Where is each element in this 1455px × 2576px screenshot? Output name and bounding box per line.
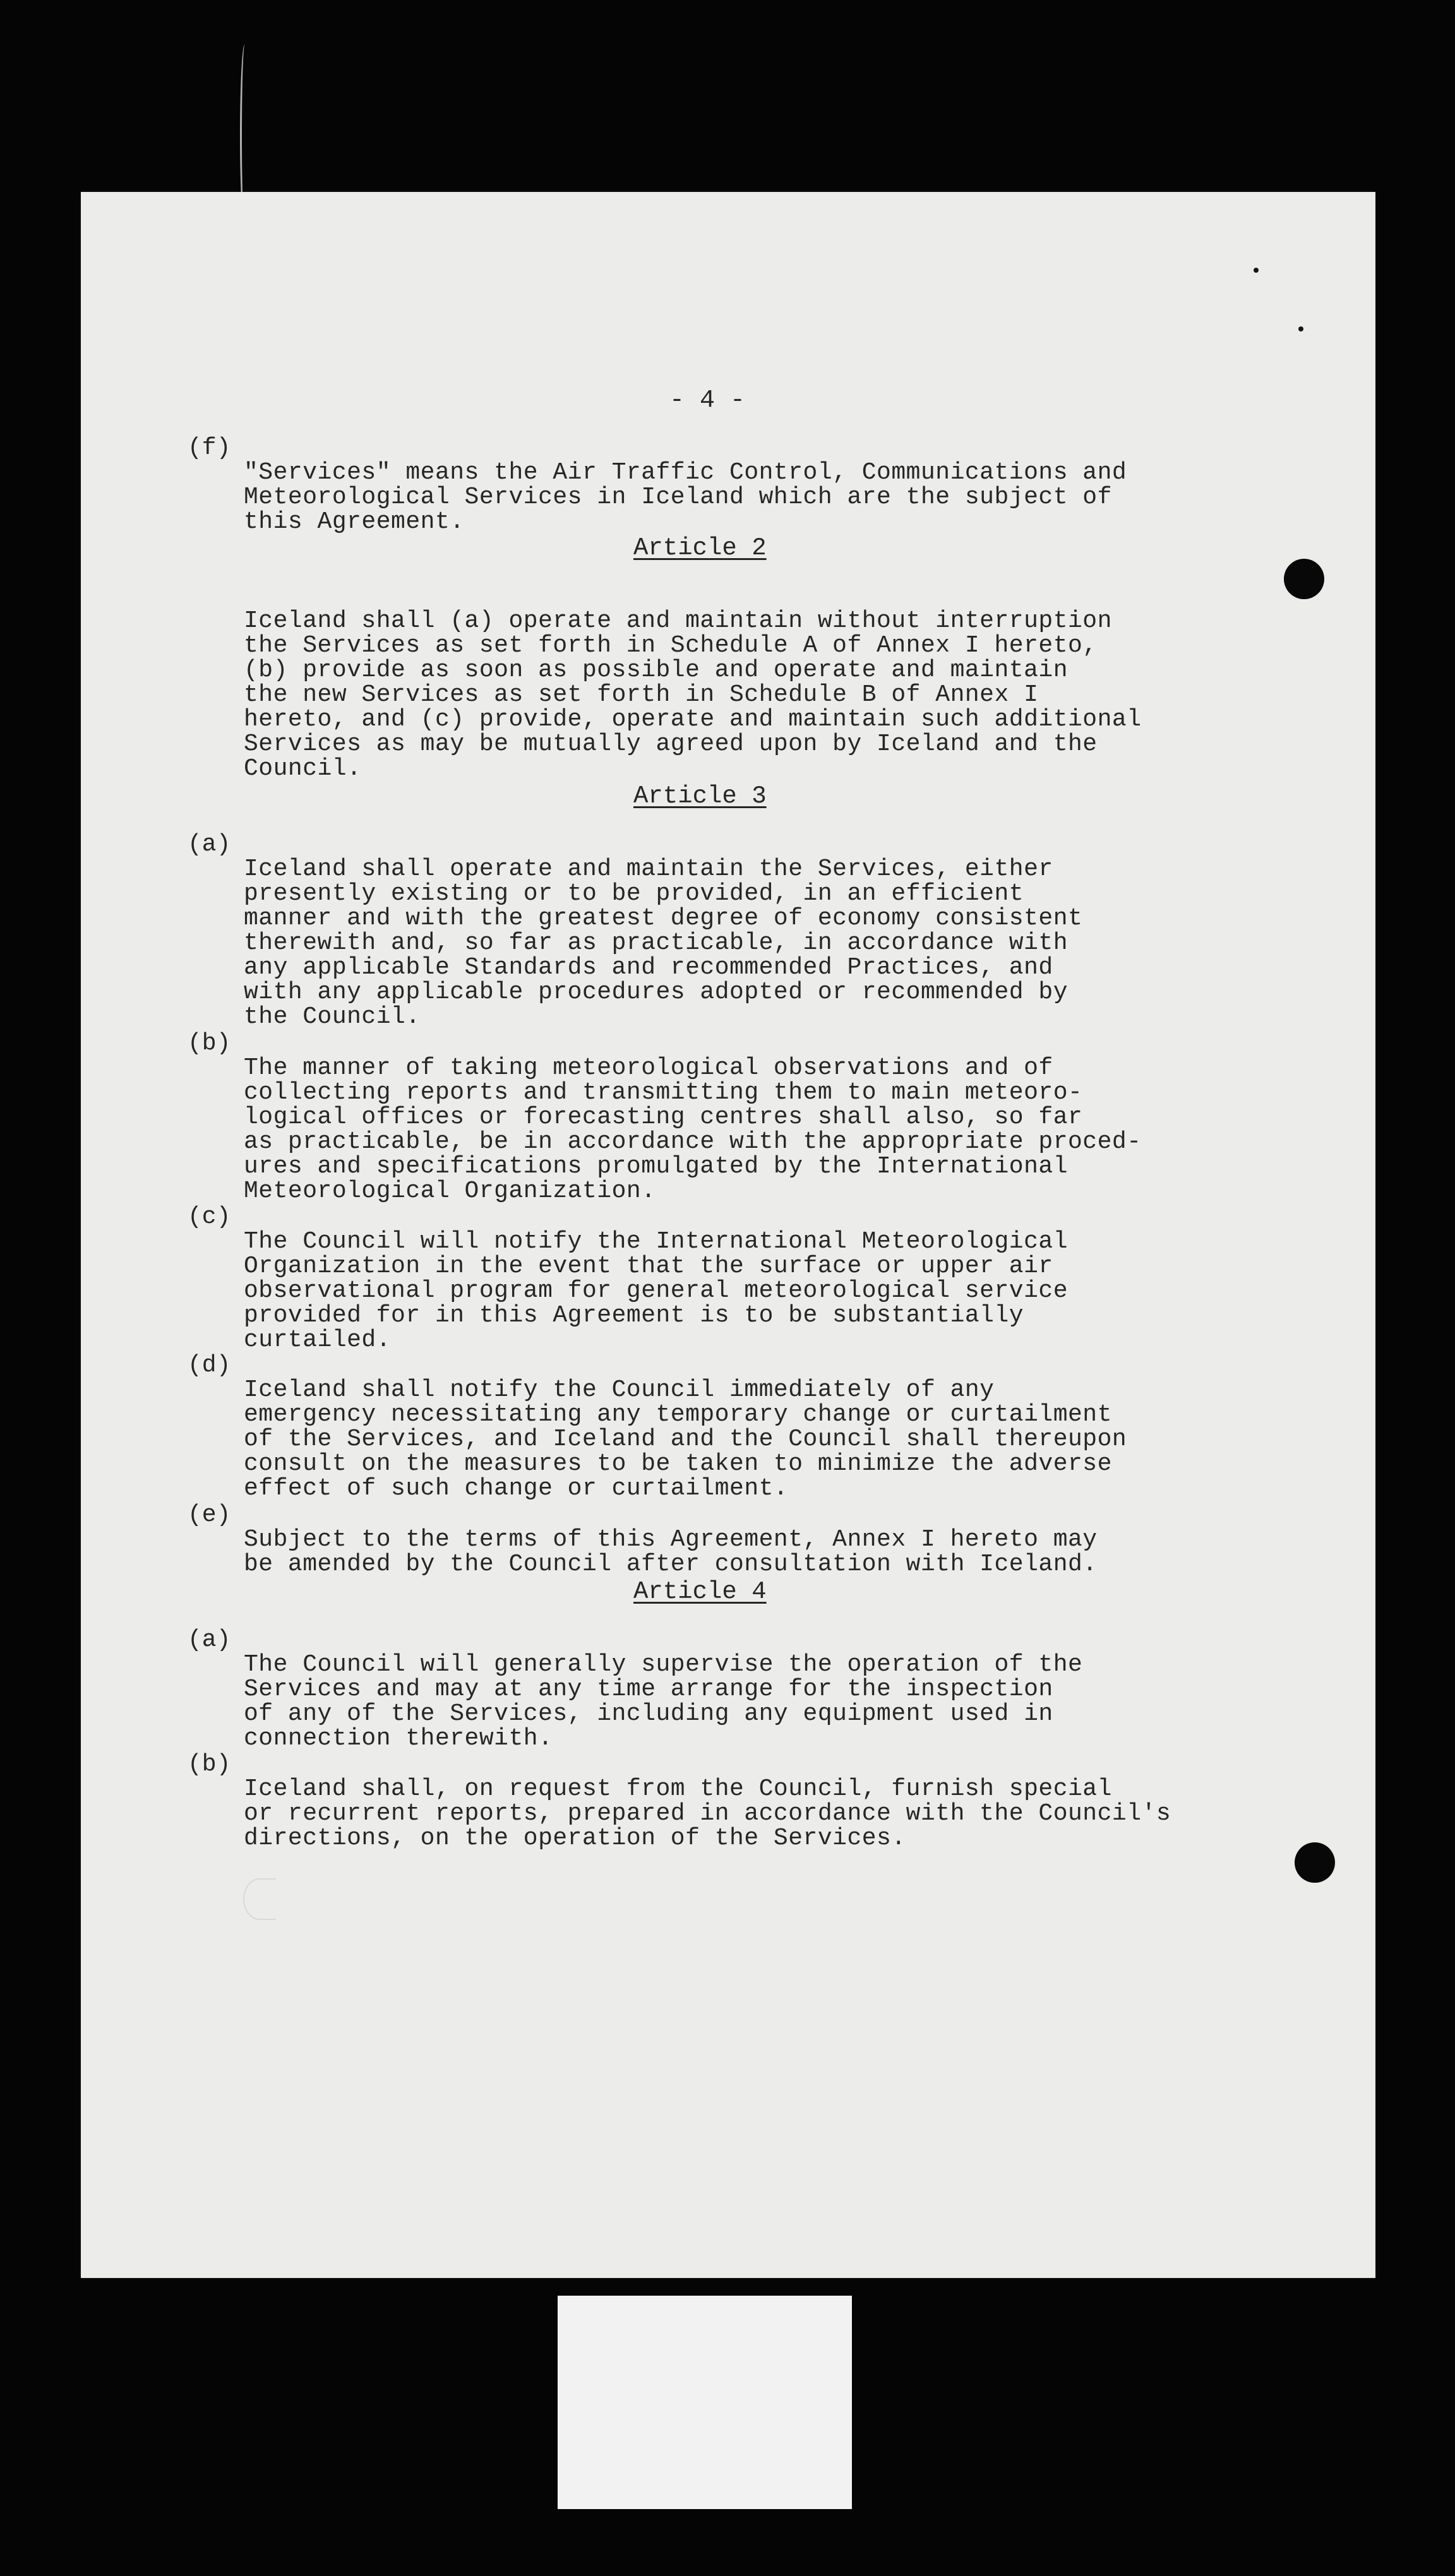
page-number: - 4 - [669, 386, 746, 415]
text-line: or recurrent reports, prepared in accordance with the Council's [244, 1800, 1171, 1827]
text-line: The Council will notify the International Meteorological [244, 1228, 1069, 1255]
text-line: provided for in this Agreement is to be substantially [244, 1302, 1024, 1329]
article-3c-paragraph [244, 1205, 1068, 1377]
text-line: emergency necessitating any temporary change or curtailment [244, 1401, 1112, 1428]
article-2-paragraph [244, 584, 1142, 806]
text-line: this Agreement. [244, 508, 465, 535]
item-marker: (c) [188, 1203, 231, 1231]
text-line: Services and may at any time arrange for the inspection [244, 1676, 1053, 1703]
text-line: Iceland shall, on request from the Council, furnish special [244, 1775, 1112, 1803]
speck-2 [1298, 326, 1303, 331]
text-line: hereto, and (c) provide, operate and maintain such additional [244, 706, 1142, 733]
punch-hole-top [1284, 559, 1324, 599]
article-4-heading: Article 4 [633, 1578, 767, 1606]
item-marker: (f) [188, 434, 231, 462]
item-marker: (a) [188, 1626, 231, 1654]
text-line: as practicable, be in accordance with the appropriate proced- [244, 1128, 1142, 1155]
article-3b-paragraph [244, 1031, 1142, 1228]
text-line: collecting reports and transmitting them to main meteoro- [244, 1079, 1083, 1106]
pencil-mark [243, 1878, 276, 1920]
text-line: directions, on the operation of the Services. [244, 1825, 906, 1852]
text-line: The Council will generally supervise the operation of the [244, 1651, 1083, 1678]
white-slip [558, 2296, 852, 2509]
article-3a-paragraph [244, 832, 1082, 1054]
text-line: be amended by the Council after consultation with Iceland. [244, 1551, 1098, 1578]
text-line: of any of the Services, including any equipment used in [244, 1700, 1053, 1727]
punch-hole-bottom [1295, 1842, 1335, 1883]
text-line: of the Services, and Iceland and the Council shall thereupon [244, 1426, 1127, 1453]
item-marker: (b) [188, 1030, 231, 1057]
text-line: with any applicable procedures adopted or recommended by [244, 979, 1069, 1006]
item-marker: (e) [188, 1501, 231, 1529]
text-line: any applicable Standards and recommended Practices, and [244, 954, 1053, 981]
text-line: Iceland shall operate and maintain the Services, either [244, 856, 1053, 883]
item-marker: (d) [188, 1352, 231, 1379]
text-line: the Council. [244, 1003, 421, 1030]
text-line: Iceland shall notify the Council immediately of any [244, 1376, 995, 1404]
text-line: therewith and, so far as practicable, in accordance with [244, 929, 1069, 957]
article-3d-paragraph [244, 1353, 1127, 1525]
text-line: Subject to the terms of this Agreement, Annex I hereto may [244, 1526, 1098, 1553]
text-line: curtailed. [244, 1327, 392, 1354]
text-line: the new Services as set forth in Schedule B of Annex I [244, 681, 1039, 708]
text-line: effect of such change or curtailment. [244, 1475, 789, 1502]
item-marker: (b) [188, 1751, 231, 1778]
text-line: Meteorological Services in Iceland which are the subject of [244, 484, 1112, 511]
article-4b-paragraph [244, 1752, 1171, 1875]
text-line: presently existing or to be provided, in an efficient [244, 880, 1024, 907]
text-line: Organization in the event that the surface or upper air [244, 1253, 1053, 1280]
item-marker: (a) [188, 831, 231, 858]
text-line: Council. [244, 755, 362, 782]
text-line: (b) provide as soon as possible and operate and maintain [244, 657, 1069, 684]
text-line: Services as may be mutually agreed upon by Iceland and the [244, 730, 1098, 758]
article-3-heading: Article 3 [633, 782, 767, 810]
text-line: ures and specifications promulgated by the International [244, 1153, 1069, 1180]
text-line: observational program for general meteorological service [244, 1277, 1069, 1304]
text-line: connection therewith. [244, 1725, 553, 1752]
text-line: Meteorological Organization. [244, 1178, 656, 1205]
text-line: the Services as set forth in Schedule A of Annex I hereto, [244, 632, 1098, 659]
text-line: The manner of taking meteorological observations and of [244, 1054, 1053, 1082]
text-line: manner and with the greatest degree of economy consistent [244, 905, 1083, 932]
text-line: "Services" means the Air Traffic Control, Communications and [244, 459, 1127, 486]
article-2-heading: Article 2 [633, 534, 767, 562]
text-line: logical offices or forecasting centres shall also, so far [244, 1104, 1083, 1131]
speck-1 [1254, 268, 1259, 273]
text-line: consult on the measures to be taken to minimize the adverse [244, 1450, 1112, 1477]
text-line: Iceland shall (a) operate and maintain without interruption [244, 607, 1112, 635]
